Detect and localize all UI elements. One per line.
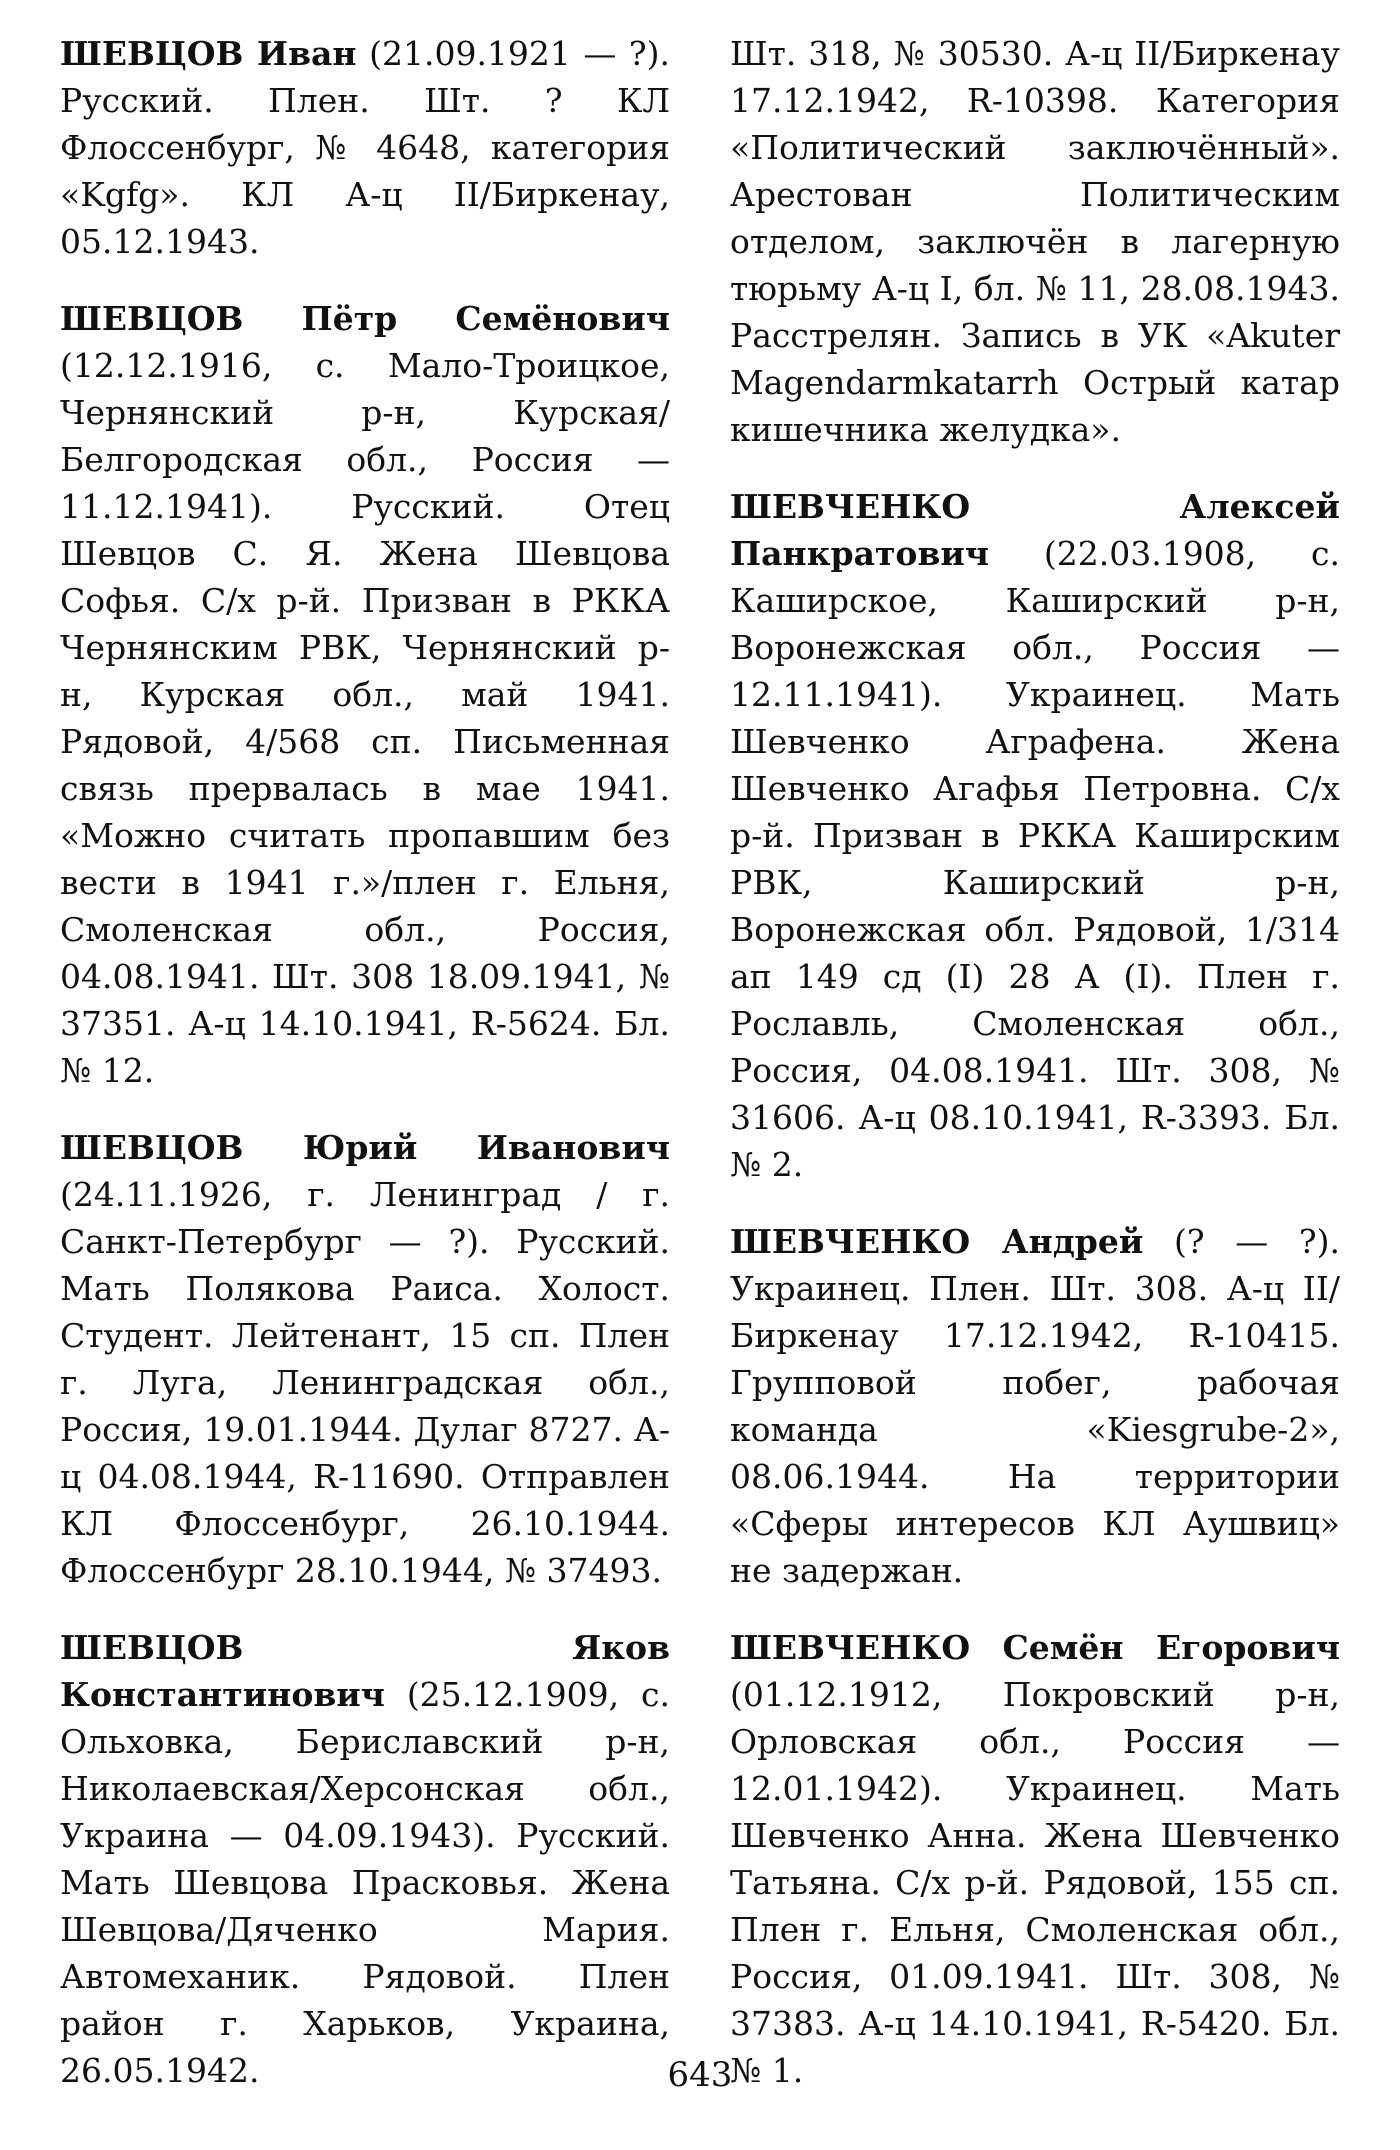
page-number: 643 (667, 2055, 733, 2095)
entry-text: (25.12.1909, с. Ольховка, Бериславский р-н, Николаевская/Херсонская обл., Украина — 04.09.1943). Русский. Мать Шевцова Прасковья. Жена Шевцова/Дяченко Мария. Автомеханик. Рядовой. Плен район г. Харьков, Украина, 26.05.1942. (60, 1675, 670, 2090)
entry-shevchenko-aleksey (730, 483, 1340, 1188)
entry-shevtsov-yuriy (60, 1124, 670, 1594)
entry-text: (24.11.1926, г. Ленинград / г. Санкт-Петербург — ?). Русский. Мать Полякова Раиса. Холост. Студент. Лейтенант, 15 сп. Плен г. Луга, Ленинградская обл., Россия, 19.01.1944. Дулаг 8727. А-ц 04.08.1944, R-11690. Отправлен КЛ Флоссенбург, 26.10.1944. Флоссенбург 28.10.1944, № 37493. (60, 1175, 670, 1590)
left-column (60, 30, 670, 2124)
entry-text: (12.12.1916, с. Мало-Троицкое, Чернянский р-н, Курская/Белгородская обл., Россия — 11.12.1941). Русский. Отец Шевцов С. Я. Жена Шевцова Софья. С/х р-й. Призван в РККА Чернянским РВК, Чернянский р-н, Курская обл., май 1941. Рядовой, 4/568 сп. Письменная связь прервалась в мае 1941. «Можно считать пропавшим без вести в 1941 г.»/плен г. Ельня, Смоленская обл., Россия, 04.08.1941. Шт. 308 18.09.1941, № 37351. А-ц 14.10.1941, R-5624. Бл. № 12. (60, 346, 670, 1090)
entry-text: (01.12.1912, Покровский р-н, Орловская обл., Россия — 12.01.1942). Украинец. Мать Шевченко Анна. Жена Шевченко Татьяна. С/х р-й. Рядовой, 155 сп. Плен г. Ельня, Смоленская обл., Россия, 01.09.1941. Шт. 308, № 37383. А-ц 14.10.1941, R-5420. Бл. № 1. (730, 1675, 1340, 2090)
entry-name: ШЕВЦОВ Пётр Семёнович (60, 299, 670, 338)
right-column (730, 30, 1340, 2124)
entry-text: Шт. 318, № 30530. А-ц II/Биркенау 17.12.1942, R-10398. Категория «Политический заключённый». Арестован Политическим отделом, заключён в лагерную тюрьму А-ц I, бл. № 11, 28.08.1943. Расстрелян. Запись в УК «Akuter Magendarmkatarrh Острый катар кишечника желудка». (730, 34, 1340, 449)
entry-text: (21.09.1921 — ?). Русский. Плен. Шт. ? КЛ Флоссенбург, № 4648, категория «Kgfg». КЛ А-ц II/Биркенау, 05.12.1943. (60, 34, 670, 261)
entry-shevchenko-semen (730, 1624, 1340, 2094)
entry-name: ШЕВЧЕНКО Андрей (730, 1222, 1144, 1261)
entry-text: (? — ?). Украинец. Плен. Шт. 308. А-ц II/Биркенау 17.12.1942, R-10415. Групповой побег, рабочая команда «Kiesgrube-2», 08.06.1944. На территории «Сферы интересов КЛ Аушвиц» не задержан. (730, 1222, 1340, 1590)
entry-text: (22.03.1908, с. Каширское, Каширский р-н, Воронежская обл., Россия — 12.11.1941). Украинец. Мать Шевченко Аграфена. Жена Шевченко Агафья Петровна. С/х р-й. Призван в РККА Каширским РВК, Каширский р-н, Воронежская обл. Рядовой, 1/314 ап 149 сд (I) 28 А (I). Плен г. Рославль, Смоленская обл., Россия, 04.08.1941. Шт. 308, № 31606. А-ц 08.10.1941, R-3393. Бл. № 2. (730, 534, 1340, 1184)
entry-name: ШЕВЦОВ Юрий Иванович (60, 1128, 670, 1167)
entry-continuation (730, 30, 1340, 453)
entry-name: ШЕВЧЕНКО Алексей Панкратович (730, 487, 1340, 573)
entry-name: ШЕВЧЕНКО Семён Егорович (730, 1628, 1340, 1667)
entry-name: ШЕВЦОВ Иван (60, 34, 357, 73)
entry-shevchenko-andrey (730, 1218, 1340, 1594)
entry-shevtsov-ivan (60, 30, 670, 265)
entry-shevtsov-petr (60, 295, 670, 1094)
entry-name: ШЕВЦОВ Яков Константинович (60, 1628, 670, 1714)
entry-shevtsov-yakov (60, 1624, 670, 2094)
